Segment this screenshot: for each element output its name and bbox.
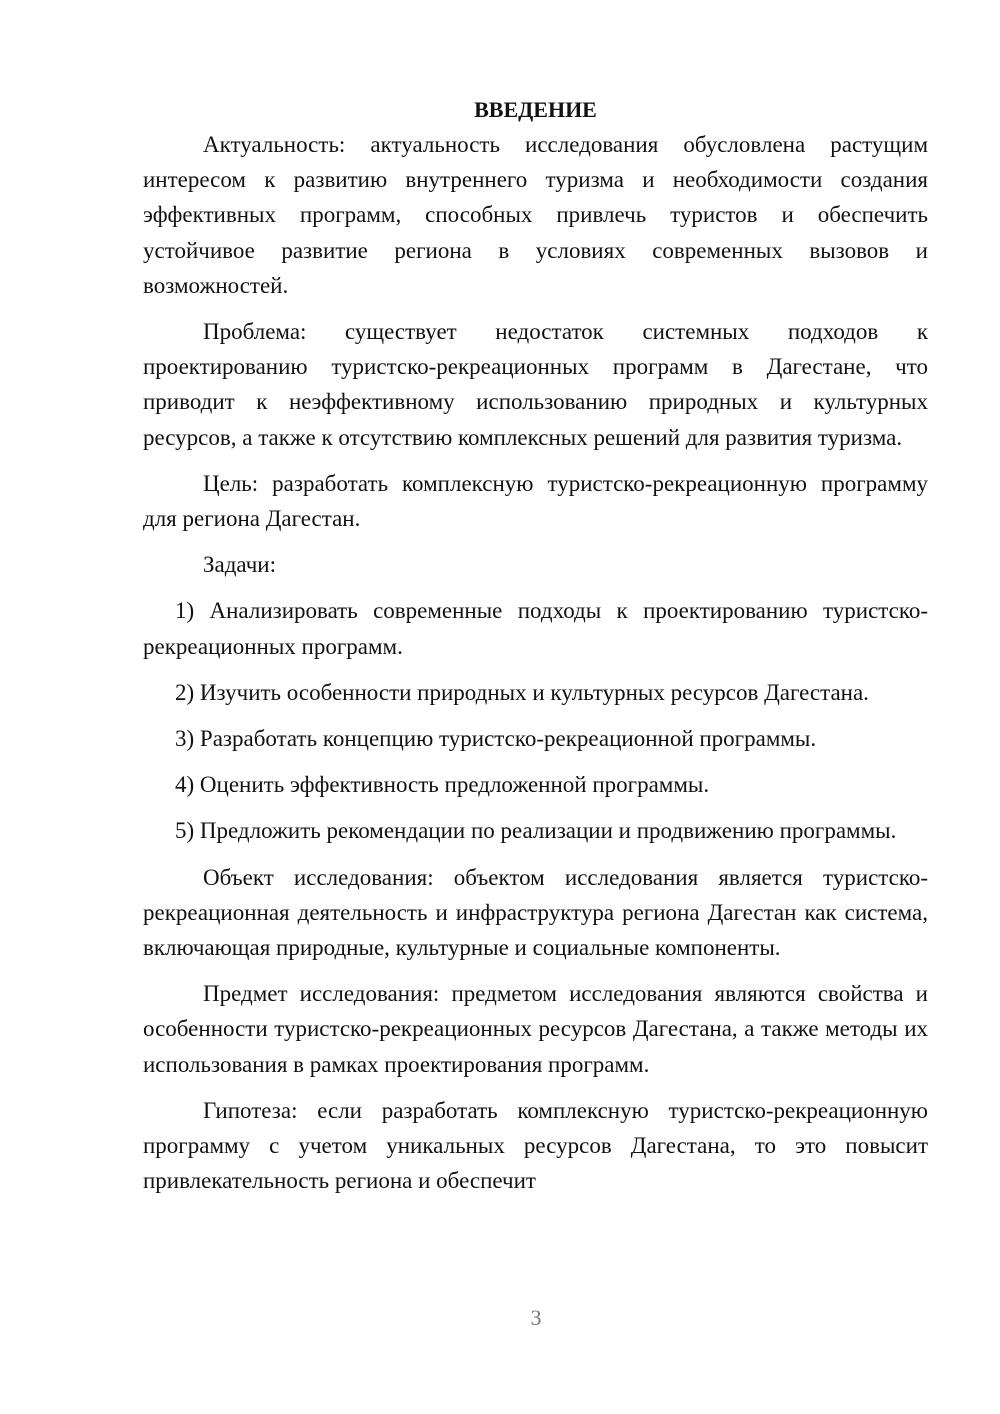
object-paragraph: Объект исследования: объектом исследования является туристско-рекреационная деятельность и инфраструктура региона Дагестан как система, включающая природные, культурные и социальные компоненты.	[143, 864, 928, 961]
tasks-label: Задачи:	[203, 552, 276, 578]
task-item-5: 5) Предложить рекомендации по реализации и продвижению программы.	[175, 818, 897, 844]
page-number: 3	[530, 1305, 542, 1330]
problem-paragraph: Проблема: существует недостаток системных подходов к проектированию туристско-рекреационных программ в Дагестане, что приводит к неэффективному использованию природных и культурных ресурсов, а также к отсутствию комплексных решений для развития туризма.	[143, 319, 928, 450]
section-heading: ВВЕДЕНИЕ	[474, 97, 597, 122]
hypothesis-paragraph: Гипотеза: если разработать комплексную туристско-рекреационную программу с учетом уникальных ресурсов Дагестана, то это повысит привлекательность региона и обеспечит	[143, 1097, 928, 1194]
task-item-3: 3) Разработать концепцию туристско-рекреационной программы.	[175, 726, 817, 752]
goal-paragraph: Цель: разработать комплексную туристско-рекреационную программу для региона Дагестан.	[143, 470, 928, 532]
page-content	[143, 92, 928, 1198]
subject-paragraph: Предмет исследования: предметом исследования являются свойства и особенности туристско-рекреационных ресурсов Дагестана, а также методы их использования в рамках проектирования программ.	[143, 981, 928, 1077]
relevance-paragraph: Актуальность: актуальность исследования обусловлена растущим интересом к развитию внутреннего туризма и необходимости создания эффективных программ, способных привлечь туристов и обеспечить устойчивое развитие региона в условиях современных вызовов и возможностей.	[143, 132, 928, 298]
task-item-1: 1) Анализировать современные подходы к проектированию туристско-рекреационных программ.	[143, 598, 928, 659]
task-item-4: 4) Оценить эффективность предложенной программы.	[175, 772, 710, 798]
task-item-2: 2) Изучить особенности природных и культурных ресурсов Дагестана.	[175, 679, 869, 705]
